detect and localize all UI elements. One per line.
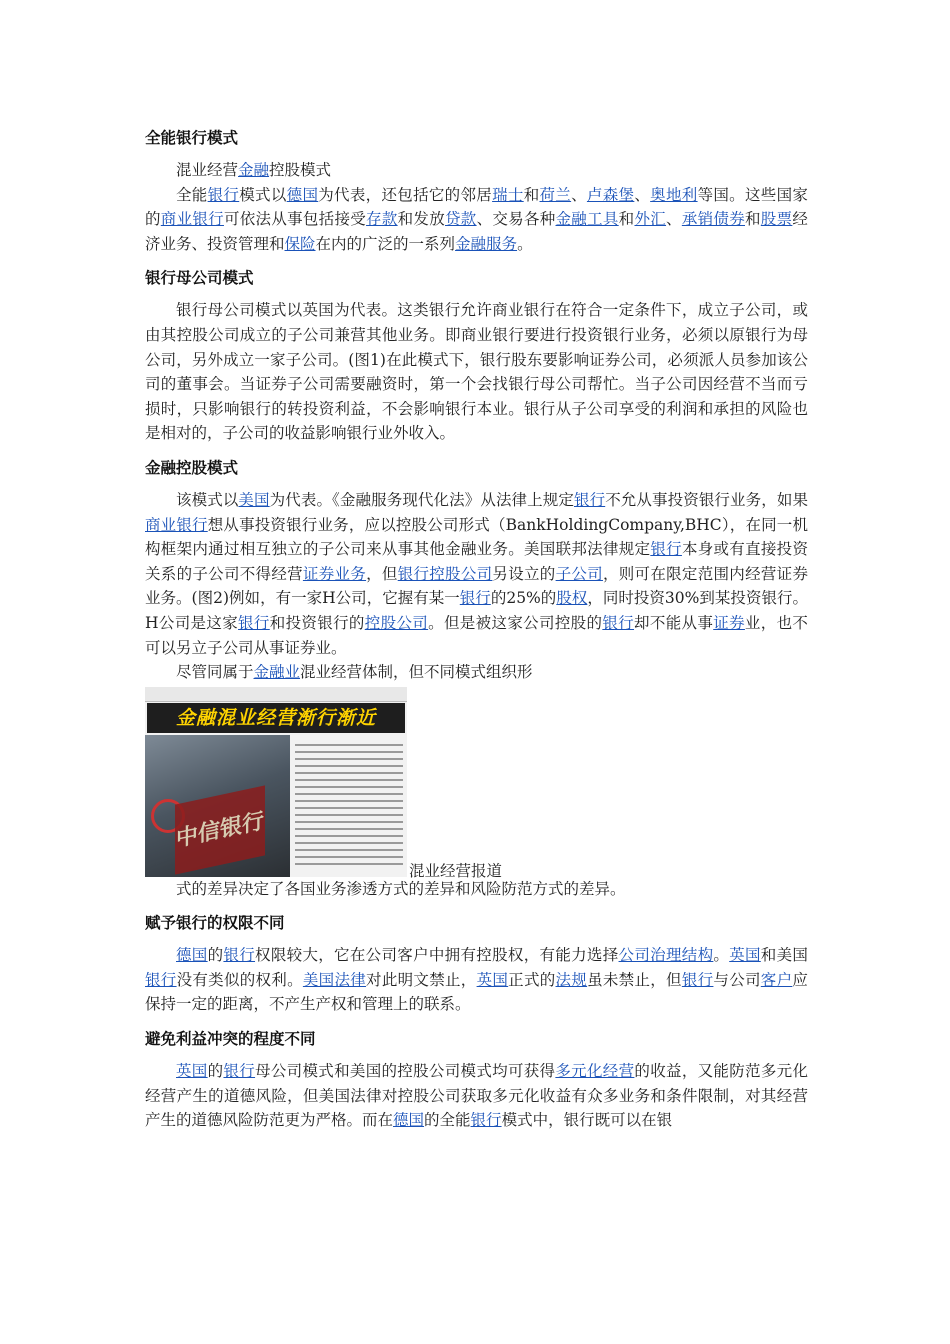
link-corporate-governance[interactable]: 公司治理结构: [618, 946, 714, 965]
link-switzerland[interactable]: 瑞士: [492, 185, 524, 204]
link-bank[interactable]: 银行: [602, 613, 635, 632]
link-austria[interactable]: 奥地利: [650, 185, 698, 204]
link-uk[interactable]: 英国: [729, 946, 761, 965]
link-germany[interactable]: 德国: [393, 1111, 425, 1130]
heading-bank-authority: 赋予银行的权限不同: [145, 914, 285, 933]
link-bank-holding-company[interactable]: 银行控股公司: [397, 564, 493, 583]
link-luxembourg[interactable]: 卢森堡: [586, 185, 635, 204]
link-uk[interactable]: 英国: [176, 1062, 208, 1081]
link-loan[interactable]: 贷款: [445, 210, 477, 229]
link-bank[interactable]: 银行: [207, 185, 240, 204]
link-diversified-operations[interactable]: 多元化经营: [555, 1062, 635, 1081]
link-stocks[interactable]: 股票: [760, 210, 793, 229]
link-bank[interactable]: 银行: [223, 946, 256, 965]
heading-universal-bank: 全能银行模式: [145, 129, 239, 147]
link-bank[interactable]: 银行: [223, 1062, 256, 1081]
clipping-text-column: [295, 739, 403, 871]
link-securities[interactable]: 证券: [713, 613, 745, 632]
link-securities-business[interactable]: 证券业务: [302, 564, 367, 583]
link-germany[interactable]: 德国: [286, 185, 319, 204]
link-bank[interactable]: 银行: [145, 970, 177, 989]
link-equity[interactable]: 股权: [556, 589, 588, 608]
link-holding-company[interactable]: 控股公司: [364, 613, 429, 632]
link-underwrite-bonds[interactable]: 承销债券: [681, 210, 745, 229]
link-bank[interactable]: 银行: [650, 540, 682, 559]
heading-parent-bank: 银行母公司模式: [145, 269, 254, 288]
link-clients[interactable]: 客户: [760, 970, 793, 989]
link-bank[interactable]: 银行: [573, 490, 606, 509]
clipping-header-bar: [145, 687, 407, 702]
link-commercial-bank[interactable]: 商业银行: [145, 515, 208, 534]
para-difference: 式的差异决定了各国业务渗透方式的差异和风险防范方式的差异。: [176, 879, 626, 898]
heading-conflict-of-interest: 避免利益冲突的程度不同: [145, 1030, 316, 1049]
link-financial-instruments[interactable]: 金融工具: [555, 210, 619, 229]
link-regulations[interactable]: 法规: [555, 970, 588, 989]
para-bank-authority: 德国的银行权限较大，它在公司客户中拥有控股权，有能力选择公司治理结构。英国和美国银行没有类似的权利。美国法律对此明文禁止，英国正式的法规虽未禁止，但银行与公司客户应保持一定的距离，不产生产权和管理上的联系。: [145, 946, 808, 1014]
para-universal-bank: 全能银行模式以德国为代表，还包括它的邻居瑞士和荷兰、卢森堡、奥地利等国。这些国家的商业银行可依法从事包括接受存款和发放贷款、交易各种金融工具和外汇、承销债券和股票经济业务、投资管理和保险在内的广泛的一系列金融服务。: [145, 185, 808, 253]
bank-sign: [175, 785, 265, 874]
para-conflict-of-interest: 英国的银行母公司模式和美国的控股公司模式均可获得多元化经营的收益，又能防范多元化经营产生的道德风险，但美国法律对控股公司获取多元化收益有众多业务和条件限制，对其经营产生的道德风险防范更为严格。而在德国的全能银行模式中，银行既可以在银: [145, 1062, 808, 1130]
clipping-banner: 金融混业经营渐行渐近: [147, 703, 405, 733]
link-bank[interactable]: 银行: [459, 589, 491, 608]
link-insurance[interactable]: 保险: [284, 234, 316, 253]
link-commercial-bank[interactable]: 商业银行: [160, 210, 224, 229]
bank-building-photo: [145, 735, 290, 877]
para-parent-bank: 银行母公司模式以英国为代表。这类银行允许商业银行在符合一定条件下，成立子公司，或由其控股公司成立的子公司兼营其他业务。即商业银行要进行投资银行业务，必须以原银行为母公司，另外成立一家子公司。(图1)在此模式下，银行股东要影响证券公司，必须派人员参加该公司的董事会。当证券子公司需要融资时，第一个会找银行母公司帮忙。当子公司因经营不当而亏损时，只影响银行的转投资利益，不会影响银行本业。银行从子公司享受的利润和承担的风险也是相对的，子公司的收益影响银行业外收入。: [145, 301, 808, 443]
link-subsidiary[interactable]: 子公司: [555, 564, 603, 583]
link-bank[interactable]: 银行: [470, 1111, 502, 1130]
link-usa[interactable]: 美国: [238, 490, 270, 509]
link-uk[interactable]: 英国: [476, 970, 509, 989]
para-financial-holding: 该模式以美国为代表。《金融服务现代化法》从法律上规定银行不允从事投资银行业务，如果商业银行想从事投资银行业务，应以控股公司形式（BankHoldingCompany,BHC），在同一机构框架内通过相互独立的子公司来从事其他金融业务。美国联邦法律规定银行本身或有直接投资关系的子公司不得经营证券业务，但银行控股公司另设立的子公司，则可在限定范围内经营证券业务。(图2)例如，有一家H公司，它握有某一银行的25%的股权，同时投资30%到某投资银行。H公司是这家银行和投资银行的控股公司。但是被这家公司控股的银行却不能从事证券业，也不可以另立子公司从事证券业。: [145, 490, 808, 657]
document-page: [145, 118, 808, 1133]
bank-sign-text: 中信银行: [175, 807, 264, 853]
link-bank[interactable]: 银行: [238, 613, 270, 632]
link-financial-industry[interactable]: 金融业: [253, 663, 301, 682]
link-finance[interactable]: 金融: [238, 161, 270, 179]
news-clipping-image: [145, 687, 407, 877]
link-forex[interactable]: 外汇: [634, 210, 667, 229]
para-although: 尽管同属于金融业混业经营体制，但不同模式组织形: [176, 663, 533, 682]
subheading-holding-mode: 混业经营金融控股模式: [176, 161, 332, 179]
figure-caption: 混业经营报道: [409, 861, 503, 880]
link-financial-services[interactable]: 金融服务: [455, 234, 518, 253]
link-germany[interactable]: 德国: [176, 946, 208, 965]
figure-row: [145, 687, 808, 880]
link-netherlands[interactable]: 荷兰: [539, 185, 572, 204]
link-deposit[interactable]: 存款: [366, 210, 398, 229]
link-us-law[interactable]: 美国法律: [302, 970, 367, 989]
link-bank[interactable]: 银行: [681, 970, 714, 989]
heading-financial-holding: 金融控股模式: [145, 458, 239, 477]
